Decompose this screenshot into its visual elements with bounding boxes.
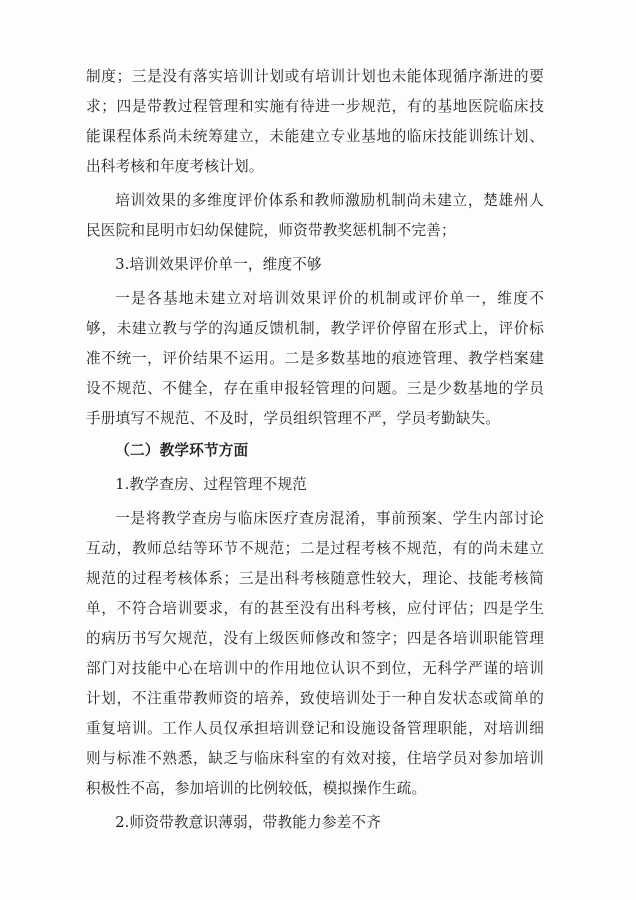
paragraph-4: 一是各基地未建立对培训效果评价的机制或评价单一，维度不够，未建立教与学的沟通反馈机制，教学评价停留在形式上，评价标准不统一，评价结果不运用。二是多数基地的痕迹管理、教学档案建设不规范、不健全，存在重申报轻管理的问题。三是少数基地的学员手册填写不规范、不及时，学员组织管理不严，学员考勤缺失。: [86, 290, 544, 427]
paragraph-2: 培训效果的多维度评价体系和教师激励机制尚未建立，楚雄州人民医院和昆明市妇幼保健院，师资带教奖惩机制不完善；: [86, 192, 544, 239]
subheading-3: 3.培训效果评价单一，维度不够: [115, 256, 322, 273]
paragraph-7: 一是将教学查房与临床医疗查房混淆，事前预案、学生内部讨论互动，教师总结等环节不规范；二是过程考核不规范，有的尚未建立规范的过程考核体系；三是出科考核随意性较大，理论、技能考核简单，不符合培训要求，有的甚至没有出科考核，应付评估；四是学生的病历书写欠规范，没有上级医师修改和签字；四是各培训职能管理部门对技能中心在培训中的作用地位认识不到位，无科学严谨的培训计划，不注重带教师资的培养，致使培训处于一种自发状态或简单的重复培训。工作人员仅承担培训登记和设施设备管理职能，对培训细则与标准不熟悉，缺乏与临床科室的有效对接，住培学员对参加培训积极性不高，参加培训的比例较低，模拟操作生疏。: [86, 510, 544, 797]
subheading-1: 1.教学查房、过程管理不规范: [115, 476, 308, 493]
subheading-2: 2.师资带教意识薄弱，带教能力参差不齐: [115, 814, 382, 831]
paragraph-1: 制度；三是没有落实培训计划或有培训计划也未能体现循序渐进的要求；四是带教过程管理和实施有待进一步规范，有的基地医院临床技能课程体系尚未统筹建立，未能建立专业基地的临床技能训练计划、出科考核和年度考核计划。: [86, 68, 544, 175]
section-heading-teaching: （二）教学环节方面: [115, 442, 249, 459]
document-body: [86, 62, 544, 838]
